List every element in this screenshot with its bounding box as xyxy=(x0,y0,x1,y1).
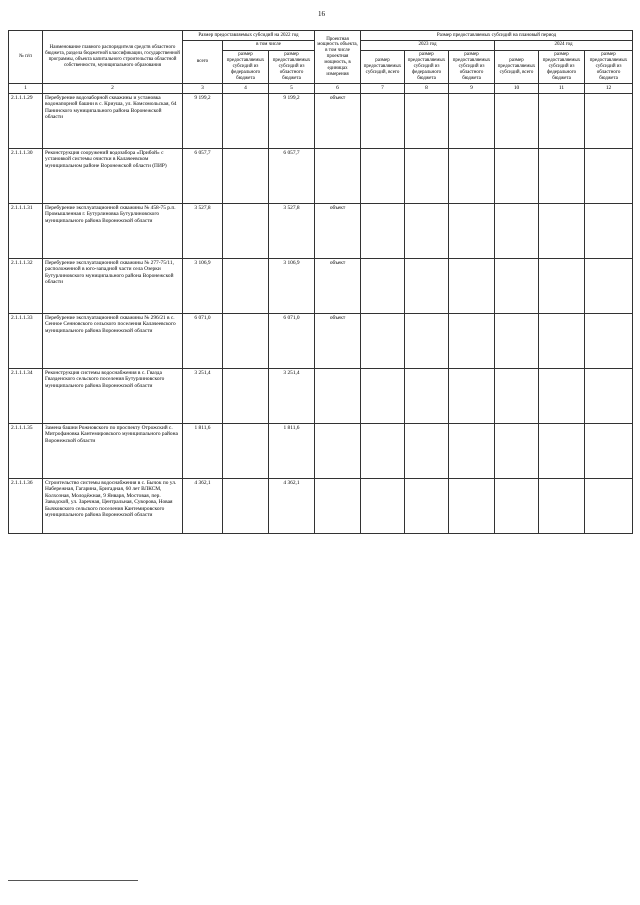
row-empty-cell xyxy=(539,368,585,423)
row-number: 2.1.1.1.32 xyxy=(9,258,43,313)
row-total-2022: 6 057,7 xyxy=(183,148,223,203)
row-capacity xyxy=(315,368,361,423)
row-empty-cell xyxy=(495,258,539,313)
row-name: Замена башни Рожновского по проспекту Отрожский с. Митрофановка Кантемировского муниципального района Воронежской области xyxy=(43,423,183,478)
row-capacity: объект xyxy=(315,203,361,258)
row-empty-cell xyxy=(405,478,449,533)
col-number-cell: 5 xyxy=(269,84,315,93)
header-regional-2022: размер предоставляемых субсидий из областного бюджета xyxy=(269,50,315,83)
row-capacity xyxy=(315,423,361,478)
row-empty-cell xyxy=(449,93,495,148)
row-federal-2022 xyxy=(223,93,269,148)
row-total-2022: 9 199,2 xyxy=(183,93,223,148)
row-empty-cell xyxy=(405,313,449,368)
row-empty-cell xyxy=(361,368,405,423)
row-empty-cell xyxy=(405,368,449,423)
row-empty-cell xyxy=(539,93,585,148)
footnote-divider xyxy=(8,880,138,881)
col-number-cell: 11 xyxy=(539,84,585,93)
row-capacity: объект xyxy=(315,93,361,148)
row-empty-cell xyxy=(539,313,585,368)
row-empty-cell xyxy=(495,478,539,533)
row-empty-cell xyxy=(361,313,405,368)
row-name: Перебурение эксплуатационной скважины № 458-75 р.п. Промышленная г. Бутурлиновка Бутурлиновского муниципального района Воронежской области xyxy=(43,203,183,258)
row-empty-cell xyxy=(361,258,405,313)
table-row xyxy=(9,203,633,258)
row-regional-2022: 3 251,4 xyxy=(269,368,315,423)
row-regional-2022: 3 106,9 xyxy=(269,258,315,313)
col-number-cell: 9 xyxy=(449,84,495,93)
row-empty-cell xyxy=(585,148,633,203)
row-empty-cell xyxy=(539,148,585,203)
row-capacity: объект xyxy=(315,313,361,368)
row-empty-cell xyxy=(539,478,585,533)
row-name: Перебурение эксплуатационной скважины № 296/21 в с. Сенное Сенновского сельского поселения Калачеевского муниципального района Воронежской области xyxy=(43,313,183,368)
row-empty-cell xyxy=(539,203,585,258)
row-federal-2022 xyxy=(223,203,269,258)
row-total-2022: 3 527,8 xyxy=(183,203,223,258)
row-total-2022: 4 362,1 xyxy=(183,478,223,533)
row-empty-cell xyxy=(585,478,633,533)
row-total-2022: 1 811,6 xyxy=(183,423,223,478)
row-empty-cell xyxy=(361,148,405,203)
row-total-2022: 3 106,9 xyxy=(183,258,223,313)
row-empty-cell xyxy=(449,478,495,533)
row-empty-cell xyxy=(405,258,449,313)
row-regional-2022: 4 362,1 xyxy=(269,478,315,533)
header-total-2022: всего xyxy=(183,40,223,83)
col-number-cell: 1 xyxy=(9,84,43,93)
table-row xyxy=(9,368,633,423)
row-regional-2022: 6 071,0 xyxy=(269,313,315,368)
header-regional-2024: размер предоставляемых субсидий из областного бюджета xyxy=(585,50,633,83)
row-empty-cell xyxy=(405,148,449,203)
table-row xyxy=(9,313,633,368)
row-federal-2022 xyxy=(223,148,269,203)
header-subsidy-2022: Размер предоставляемых субсидий на 2022 год xyxy=(183,31,315,41)
row-empty-cell xyxy=(495,368,539,423)
col-number-cell: 6 xyxy=(315,84,361,93)
row-empty-cell xyxy=(495,313,539,368)
col-number-cell: 2 xyxy=(43,84,183,93)
row-regional-2022: 9 199,2 xyxy=(269,93,315,148)
row-empty-cell xyxy=(449,258,495,313)
header-federal-2022: размер предоставляемых субсидий из федерального бюджета xyxy=(223,50,269,83)
row-empty-cell xyxy=(449,423,495,478)
row-empty-cell xyxy=(405,423,449,478)
row-empty-cell xyxy=(361,478,405,533)
subsidy-table xyxy=(8,30,633,534)
row-federal-2022 xyxy=(223,258,269,313)
row-empty-cell xyxy=(585,368,633,423)
header-name: Наименование главного распорядителя средств областного бюджета, раздела бюджетной классификации, государственной программы, объекта капитального строительства областной собственности, муниципального образования xyxy=(43,31,183,84)
row-federal-2022 xyxy=(223,478,269,533)
row-number: 2.1.1.1.33 xyxy=(9,313,43,368)
row-empty-cell xyxy=(361,423,405,478)
col-number-cell: 12 xyxy=(585,84,633,93)
row-empty-cell xyxy=(405,93,449,148)
row-name: Строительство системы водоснабжения в с. Бычок по ул. Набережная, Гагарина, Бригадная, 60 лет ВЛКСМ, Колхозная, Молодёжная, 9 Января, Мостовая, пер. Заводской, ул. Заречная, Центральная, Суворова, Новая Бычковского сельского поселения Кантемировского муниципального района Воронежской области xyxy=(43,478,183,533)
header-year-2024: 2024 год xyxy=(495,40,633,50)
row-name: Перебурение водозаборной скважины и установка водонапорной башни в с. Криуша, ул. Комсомольская, 64 Панинского муниципального района Воронежской области xyxy=(43,93,183,148)
row-capacity xyxy=(315,148,361,203)
table-row xyxy=(9,423,633,478)
page-number: 16 xyxy=(318,10,325,18)
row-empty-cell xyxy=(361,93,405,148)
header-plan-subsidy: Размер предоставляемых субсидий на плановый период xyxy=(361,31,633,41)
header-capacity: Проектная мощность объекта, в том числе проектная мощность, в единицах измерения xyxy=(315,31,361,84)
row-name: Реконструкция системы водоснабжения в с. Гвазда Гвазденского сельского поселения Бутурлиновского муниципального района Воронежской области xyxy=(43,368,183,423)
header-number: № п/п xyxy=(9,31,43,84)
table-row xyxy=(9,148,633,203)
row-empty-cell xyxy=(449,203,495,258)
row-empty-cell xyxy=(449,368,495,423)
row-empty-cell xyxy=(585,423,633,478)
row-empty-cell xyxy=(495,203,539,258)
row-number: 2.1.1.1.30 xyxy=(9,148,43,203)
col-number-cell: 7 xyxy=(361,84,405,93)
row-federal-2022 xyxy=(223,313,269,368)
row-federal-2022 xyxy=(223,368,269,423)
row-empty-cell xyxy=(585,93,633,148)
row-name: Реконструкция сооружений водозабора «Прибой» с установкой системы очистки в Калачеевском муниципальном районе Воронежской области (ПИР) xyxy=(43,148,183,203)
row-total-2022: 6 071,0 xyxy=(183,313,223,368)
row-name: Перебурение эксплуатационной скважины № 277-75/11, расположенной в юго-западной части села Озерки Бутурлиновского муниципального района Воронежской области xyxy=(43,258,183,313)
row-total-2022: 3 251,4 xyxy=(183,368,223,423)
table-row xyxy=(9,478,633,533)
row-empty-cell xyxy=(539,423,585,478)
row-capacity xyxy=(315,478,361,533)
header-federal-2024: размер предоставляемых субсидий из федерального бюджета xyxy=(539,50,585,83)
col-number-cell: 3 xyxy=(183,84,223,93)
row-empty-cell xyxy=(361,203,405,258)
row-regional-2022: 6 057,7 xyxy=(269,148,315,203)
row-empty-cell xyxy=(495,148,539,203)
row-number: 2.1.1.1.36 xyxy=(9,478,43,533)
col-number-cell: 8 xyxy=(405,84,449,93)
row-regional-2022: 1 811,6 xyxy=(269,423,315,478)
header-total-2023: размер предоставляемых субсидий, всего xyxy=(361,50,405,83)
header-including: в том числе xyxy=(223,40,315,50)
col-number-cell: 4 xyxy=(223,84,269,93)
table-row xyxy=(9,258,633,313)
row-number: 2.1.1.1.29 xyxy=(9,93,43,148)
header-federal-2023: размер предоставляемых субсидий из федерального бюджета xyxy=(405,50,449,83)
row-empty-cell xyxy=(449,313,495,368)
row-empty-cell xyxy=(449,148,495,203)
row-empty-cell xyxy=(585,258,633,313)
row-number: 2.1.1.1.35 xyxy=(9,423,43,478)
table-row xyxy=(9,93,633,148)
row-empty-cell xyxy=(495,93,539,148)
row-empty-cell xyxy=(495,423,539,478)
row-federal-2022 xyxy=(223,423,269,478)
header-total-2024: размер предоставляемых субсидий, всего xyxy=(495,50,539,83)
row-empty-cell xyxy=(585,313,633,368)
row-number: 2.1.1.1.31 xyxy=(9,203,43,258)
header-regional-2023: размер предоставляемых субсидий из областного бюджета xyxy=(449,50,495,83)
col-number-cell: 10 xyxy=(495,84,539,93)
row-empty-cell xyxy=(585,203,633,258)
row-empty-cell xyxy=(539,258,585,313)
row-number: 2.1.1.1.34 xyxy=(9,368,43,423)
header-year-2023: 2023 год xyxy=(361,40,495,50)
row-regional-2022: 3 527,8 xyxy=(269,203,315,258)
row-empty-cell xyxy=(405,203,449,258)
row-capacity: объект xyxy=(315,258,361,313)
